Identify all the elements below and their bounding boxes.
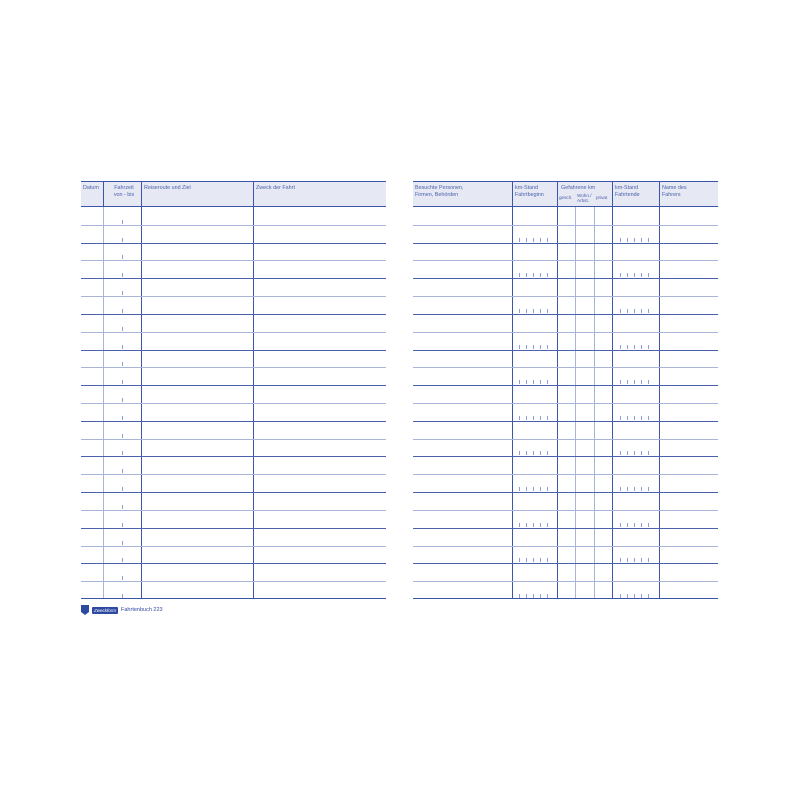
digit-tick <box>519 238 520 242</box>
digit-tick <box>122 541 123 545</box>
digit-tick <box>634 238 635 242</box>
digit-tick <box>122 345 123 349</box>
left-logbook-page <box>81 181 386 599</box>
digit-tick <box>634 273 635 277</box>
digit-tick <box>122 416 123 420</box>
digit-tick <box>641 416 642 420</box>
digit-tick <box>526 380 527 384</box>
digit-tick <box>122 255 123 259</box>
digit-tick <box>540 238 541 242</box>
header-privat: privat <box>596 195 608 200</box>
digit-tick <box>533 273 534 277</box>
digit-tick <box>547 416 548 420</box>
digit-tick <box>627 416 628 420</box>
digit-tick <box>634 309 635 313</box>
digit-tick <box>526 416 527 420</box>
digit-tick <box>634 345 635 349</box>
digit-tick <box>641 273 642 277</box>
digit-tick <box>533 523 534 527</box>
row-rule <box>413 546 718 547</box>
digit-tick <box>634 558 635 562</box>
digit-tick <box>526 273 527 277</box>
digit-tick <box>122 362 123 366</box>
digit-tick <box>627 594 628 598</box>
header-wohn-arbst: Wohn./ Arbst. <box>577 193 592 203</box>
digit-tick <box>519 558 520 562</box>
digit-tick <box>122 576 123 580</box>
row-rule <box>413 314 718 315</box>
digit-tick <box>540 451 541 455</box>
row-rule <box>81 350 386 351</box>
digit-tick <box>620 451 621 455</box>
digit-tick <box>641 451 642 455</box>
digit-tick <box>122 487 123 491</box>
row-rule <box>81 456 386 457</box>
row-rule <box>81 403 386 404</box>
digit-tick <box>526 238 527 242</box>
row-rule <box>413 225 718 226</box>
digit-tick <box>540 558 541 562</box>
digit-tick <box>122 309 123 313</box>
digit-tick <box>648 345 649 349</box>
digit-tick <box>519 487 520 491</box>
digit-tick <box>122 380 123 384</box>
brand-shield-icon <box>81 605 89 615</box>
header-besuchte-personen: Besuchte Personen, Firmen, Behörden <box>415 185 464 198</box>
digit-tick <box>627 345 628 349</box>
digit-tick <box>533 238 534 242</box>
digit-tick <box>533 451 534 455</box>
digit-tick <box>533 416 534 420</box>
digit-tick <box>526 594 527 598</box>
digit-tick <box>620 594 621 598</box>
digit-tick <box>533 309 534 313</box>
right-table-header <box>413 181 718 207</box>
row-rule <box>81 439 386 440</box>
right-logbook-page <box>413 181 718 599</box>
digit-tick <box>540 523 541 527</box>
header-km-stand-ende: km-Stand Fahrtende <box>615 185 640 198</box>
digit-tick <box>526 345 527 349</box>
header-datum: Datum <box>83 185 99 191</box>
digit-tick <box>533 558 534 562</box>
digit-tick <box>526 558 527 562</box>
digit-tick <box>547 558 548 562</box>
digit-tick <box>620 273 621 277</box>
digit-tick <box>122 469 123 473</box>
row-rule <box>81 260 386 261</box>
digit-tick <box>641 487 642 491</box>
digit-tick <box>122 434 123 438</box>
row-rule <box>81 563 386 564</box>
digit-tick <box>526 309 527 313</box>
digit-tick <box>519 416 520 420</box>
digit-tick <box>648 523 649 527</box>
digit-tick <box>634 416 635 420</box>
digit-tick <box>627 380 628 384</box>
left-table-header <box>81 181 386 207</box>
digit-tick <box>648 594 649 598</box>
footer-branding <box>81 604 163 616</box>
digit-tick <box>627 238 628 242</box>
digit-tick <box>547 380 548 384</box>
digit-tick <box>641 380 642 384</box>
digit-tick <box>634 451 635 455</box>
digit-tick <box>547 238 548 242</box>
row-rule <box>413 563 718 564</box>
row-rule <box>413 581 718 582</box>
digit-tick <box>122 398 123 402</box>
row-rule <box>81 385 386 386</box>
digit-tick <box>122 523 123 527</box>
row-rule <box>81 581 386 582</box>
row-rule <box>81 314 386 315</box>
digit-tick <box>648 558 649 562</box>
digit-tick <box>519 380 520 384</box>
digit-tick <box>547 451 548 455</box>
header-km-stand-beginn: km-Stand Fahrtbeginn <box>515 185 544 198</box>
header-name-des-fahrers: Name des Fahrers <box>662 185 687 198</box>
row-rule <box>413 367 718 368</box>
digit-tick <box>620 416 621 420</box>
digit-tick <box>526 487 527 491</box>
row-rule <box>413 474 718 475</box>
digit-tick <box>627 309 628 313</box>
row-rule <box>81 332 386 333</box>
digit-tick <box>526 451 527 455</box>
row-rule <box>413 421 718 422</box>
digit-tick <box>641 309 642 313</box>
digit-tick <box>627 558 628 562</box>
digit-tick <box>519 451 520 455</box>
digit-tick <box>519 345 520 349</box>
digit-tick <box>519 523 520 527</box>
row-rule <box>413 403 718 404</box>
row-rule <box>413 385 718 386</box>
digit-tick <box>122 594 123 598</box>
digit-tick <box>641 594 642 598</box>
digit-tick <box>547 487 548 491</box>
digit-tick <box>547 594 548 598</box>
header-fahrzeit: Fahrzeit von - bis <box>113 185 135 198</box>
digit-tick <box>641 523 642 527</box>
digit-tick <box>122 238 123 242</box>
digit-tick <box>620 238 621 242</box>
digit-tick <box>620 523 621 527</box>
row-rule <box>413 456 718 457</box>
row-rule <box>81 528 386 529</box>
digit-tick <box>627 273 628 277</box>
digit-tick <box>627 451 628 455</box>
digit-tick <box>519 594 520 598</box>
row-rule <box>81 367 386 368</box>
digit-tick <box>519 309 520 313</box>
digit-tick <box>533 380 534 384</box>
digit-tick <box>620 558 621 562</box>
header-gefahrene-km: Gefahrene km <box>561 185 596 191</box>
digit-tick <box>641 345 642 349</box>
digit-tick <box>533 594 534 598</box>
row-rule <box>413 492 718 493</box>
row-rule <box>81 296 386 297</box>
digit-tick <box>540 345 541 349</box>
row-rule <box>413 260 718 261</box>
digit-tick <box>122 273 123 277</box>
digit-tick <box>540 380 541 384</box>
digit-tick <box>547 523 548 527</box>
digit-tick <box>547 309 548 313</box>
row-rule <box>413 350 718 351</box>
row-rule <box>413 278 718 279</box>
digit-tick <box>620 309 621 313</box>
row-rule <box>413 332 718 333</box>
brand-logo: Zweckform <box>94 607 117 613</box>
digit-tick <box>540 487 541 491</box>
header-reiseroute: Reiseroute und Ziel <box>144 185 191 191</box>
digit-tick <box>122 505 123 509</box>
row-rule <box>413 528 718 529</box>
digit-tick <box>533 345 534 349</box>
digit-tick <box>648 238 649 242</box>
header-gesch: gesch. <box>559 195 573 200</box>
digit-tick <box>620 380 621 384</box>
row-rule <box>81 474 386 475</box>
digit-tick <box>122 291 123 295</box>
row-rule <box>81 243 386 244</box>
digit-tick <box>627 487 628 491</box>
row-rule <box>81 492 386 493</box>
digit-tick <box>540 416 541 420</box>
digit-tick <box>526 523 527 527</box>
header-zweck: Zweck der Fahrt <box>256 185 295 191</box>
digit-tick <box>641 558 642 562</box>
digit-tick <box>547 273 548 277</box>
row-rule <box>413 439 718 440</box>
digit-tick <box>648 380 649 384</box>
digit-tick <box>648 309 649 313</box>
digit-tick <box>627 523 628 527</box>
digit-tick <box>641 238 642 242</box>
digit-tick <box>648 487 649 491</box>
digit-tick <box>648 273 649 277</box>
digit-tick <box>540 273 541 277</box>
left-table-rows <box>81 207 386 599</box>
digit-tick <box>519 273 520 277</box>
digit-tick <box>122 327 123 331</box>
row-rule <box>81 421 386 422</box>
digit-tick <box>540 594 541 598</box>
digit-tick <box>547 345 548 349</box>
digit-tick <box>620 345 621 349</box>
digit-tick <box>540 309 541 313</box>
row-rule <box>413 510 718 511</box>
digit-tick <box>648 416 649 420</box>
digit-tick <box>620 487 621 491</box>
digit-tick <box>122 451 123 455</box>
row-rule <box>81 546 386 547</box>
right-table-rows <box>413 207 718 599</box>
digit-tick <box>634 380 635 384</box>
digit-tick <box>634 594 635 598</box>
row-rule <box>81 278 386 279</box>
row-rule <box>413 243 718 244</box>
digit-tick <box>122 558 123 562</box>
row-rule <box>413 296 718 297</box>
digit-tick <box>634 523 635 527</box>
digit-tick <box>122 220 123 224</box>
digit-tick <box>634 487 635 491</box>
digit-tick <box>533 487 534 491</box>
digit-tick <box>648 451 649 455</box>
row-rule <box>81 510 386 511</box>
product-name: Fahrtenbuch 223 <box>121 607 163 613</box>
row-rule <box>81 225 386 226</box>
